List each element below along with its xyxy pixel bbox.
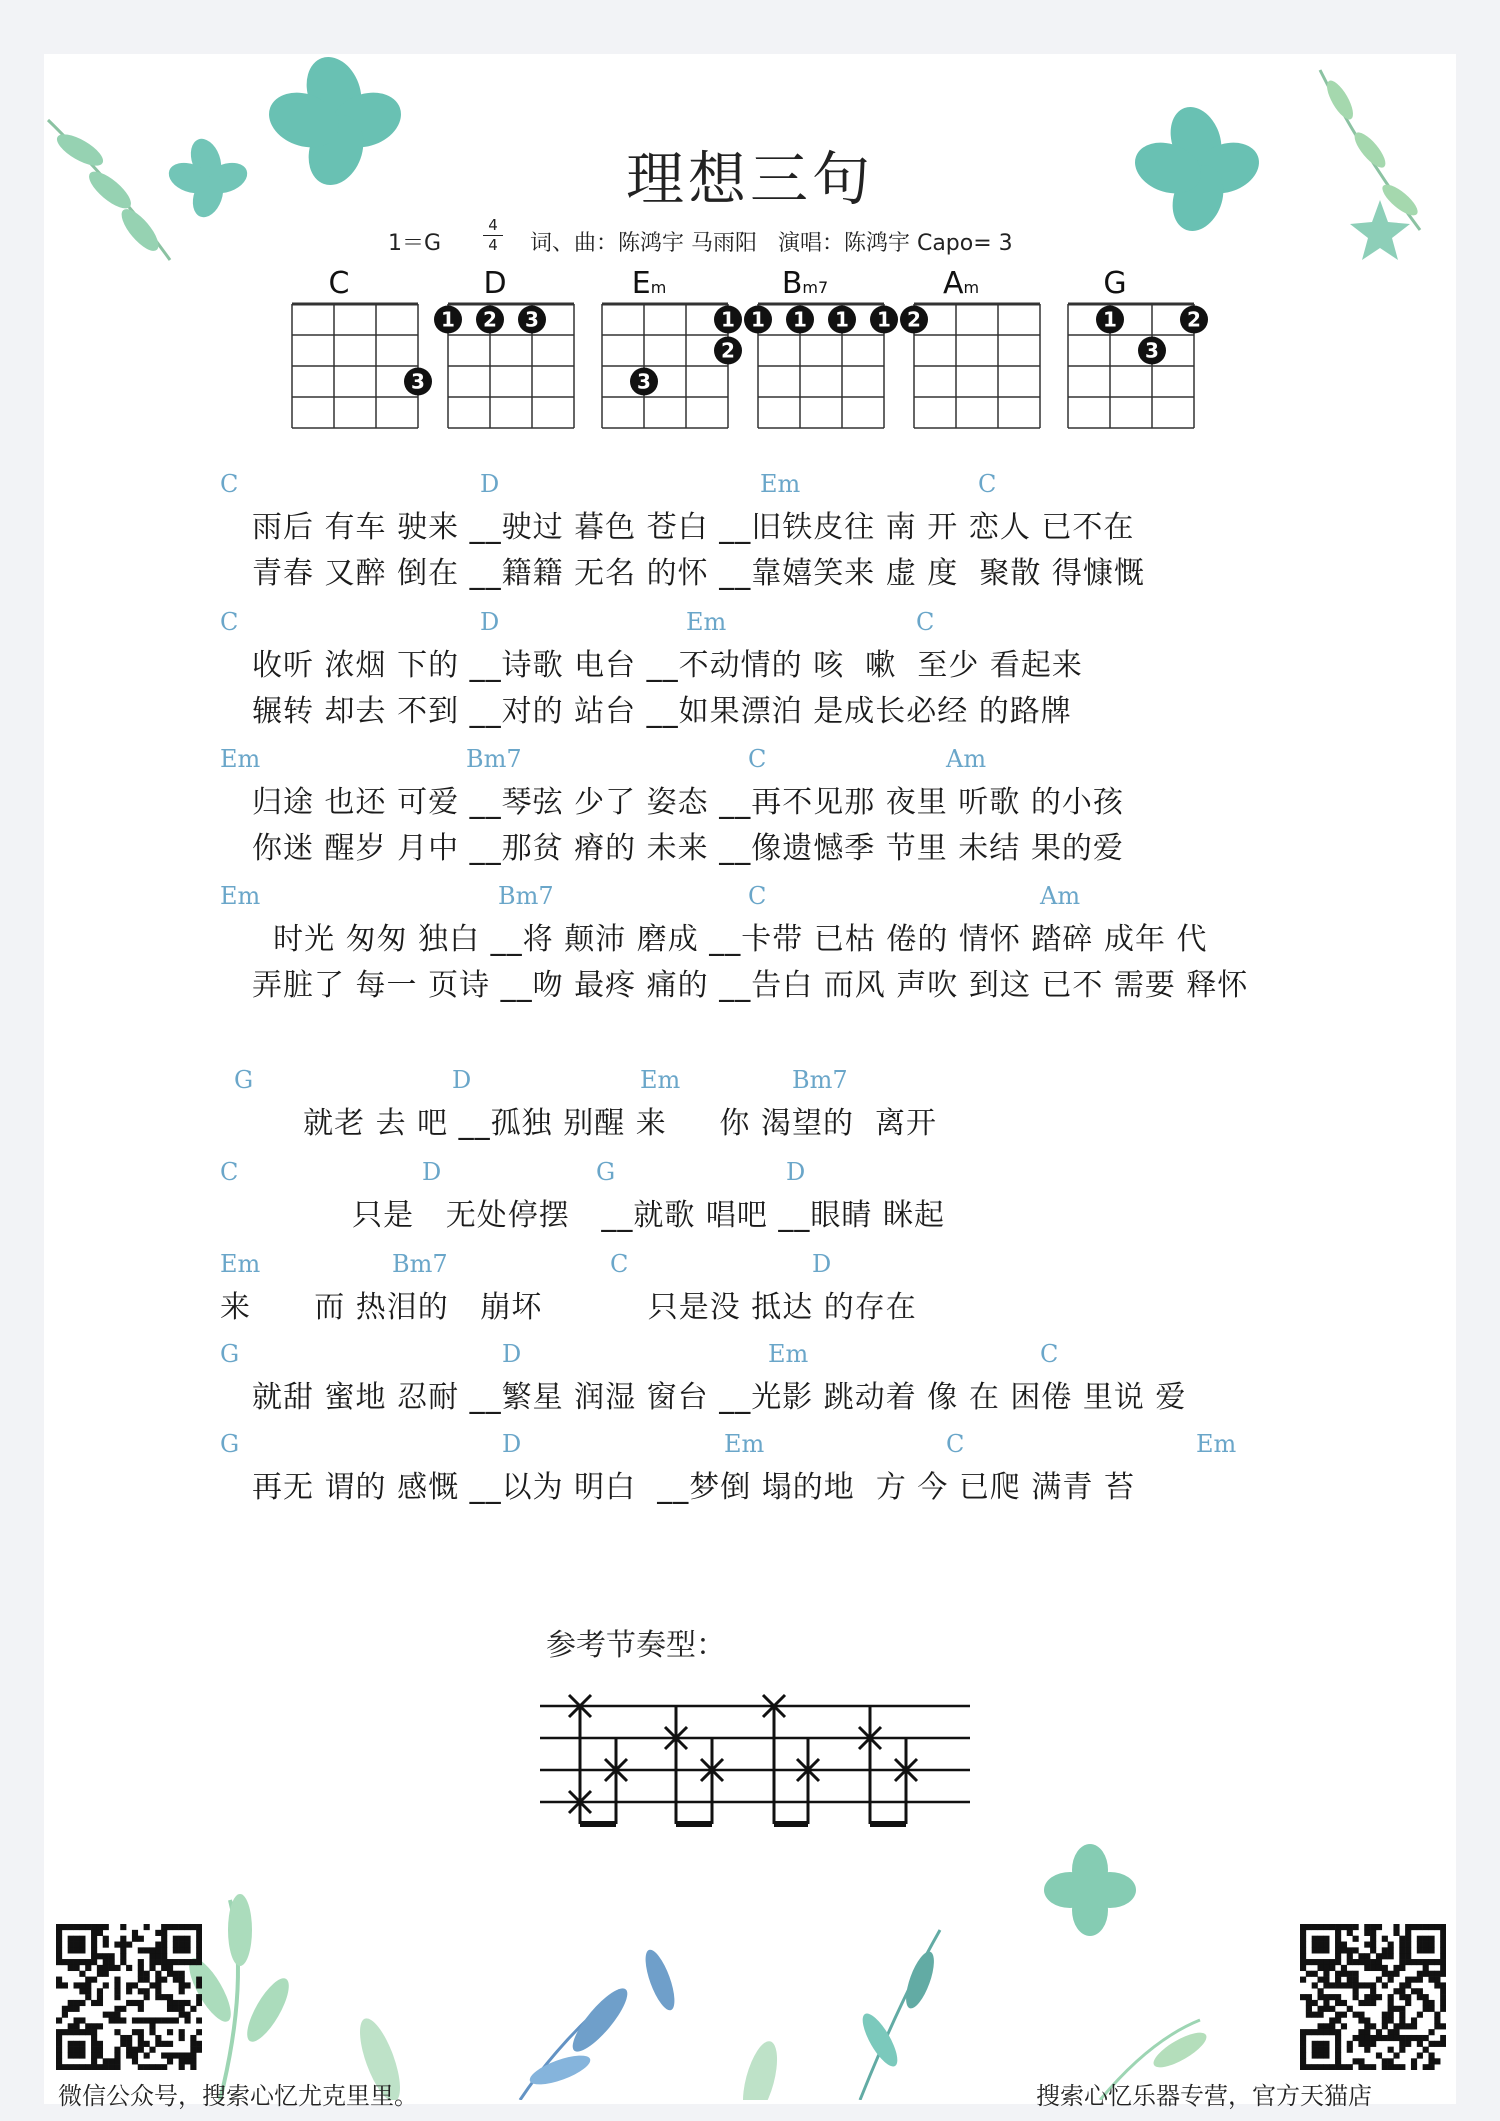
chord-label: C <box>220 1158 239 1186</box>
song-title: 理想三句 <box>625 145 874 213</box>
chord-label: D <box>480 470 500 498</box>
lyric-line: 青春 又醉 倒在 __籍籍 无名 的怀 __靠嬉笑来 虚 度 聚散 得慷慨 <box>252 556 1145 591</box>
footer-right-text: 搜索心忆乐器专营，官方天猫店 <box>1036 2082 1372 2110</box>
lyric-line: 就甜 蜜地 忍耐 __繁星 润湿 窗台 __光影 跳动着 像 在 困倦 里说 爱 <box>252 1380 1187 1415</box>
chord-label: D <box>786 1158 806 1186</box>
chord-grid <box>1068 304 1194 428</box>
time-signature-top: 4 <box>488 216 498 234</box>
lyric-line: 只是 无处停摆 __就歌 唱吧 __眼睛 眯起 <box>310 1198 945 1233</box>
chord-label: Em <box>1196 1430 1237 1458</box>
lyric-line: 雨后 有车 驶来 __驶过 暮色 苍白 __旧铁皮往 南 开 恋人 已不在 <box>252 510 1135 545</box>
chord-diagrams <box>0 290 1500 450</box>
time-signature <box>483 216 503 255</box>
bottom-foliage-decoration <box>0 1780 1500 2100</box>
finger-number: 2 <box>483 307 497 332</box>
chord-label: Am <box>946 745 987 773</box>
finger-number: 1 <box>751 307 765 332</box>
chord-label: C <box>978 470 997 498</box>
chord-label: D <box>452 1066 472 1094</box>
chord-label: Em <box>760 470 801 498</box>
key-signature: 1＝G <box>388 231 442 256</box>
lyric-line: 收听 浓烟 下的 __诗歌 电台 __不动情的 咳 嗽 至少 看起来 <box>252 648 1083 683</box>
finger-number: 3 <box>411 369 425 394</box>
chord-label: C <box>220 608 239 636</box>
finger-number: 1 <box>793 307 807 332</box>
finger-number: 2 <box>721 338 735 363</box>
rhythm-label: 参考节奏型： <box>546 1628 726 1663</box>
chord-label: D <box>502 1430 522 1458</box>
qr-code-right <box>1300 1924 1446 2070</box>
lyric-line: 时光 匆匆 独白 __将 颠沛 磨成 __卡带 已枯 倦的 情怀 踏碎 成年 代 <box>252 922 1208 957</box>
chord-root: A <box>942 266 964 301</box>
chord-label: Em <box>724 1430 765 1458</box>
chord-label: C <box>1040 1340 1059 1368</box>
chord-root: E <box>631 266 651 301</box>
lyric-line: 归途 也还 可爱 __琴弦 少了 姿态 __再不见那 夜里 听歌 的小孩 <box>252 785 1124 820</box>
chord-label: C <box>748 882 767 910</box>
chord-root: C <box>328 266 350 301</box>
finger-number: 1 <box>835 307 849 332</box>
finger-number: 2 <box>907 307 921 332</box>
lyric-line: 辗转 却去 不到 __对的 站台 __如果漂泊 是成长必经 的路牌 <box>252 694 1072 729</box>
finger-number: 3 <box>525 307 539 332</box>
chord-quality: m7 <box>802 278 829 297</box>
chord-label: C <box>946 1430 965 1458</box>
finger-number: 2 <box>1187 307 1201 332</box>
chord-label: C <box>220 470 239 498</box>
chord-label: Em <box>686 608 727 636</box>
finger-number: 1 <box>441 307 455 332</box>
chord-root: B <box>781 266 803 301</box>
time-signature-bottom: 4 <box>483 235 503 255</box>
chord-label: D <box>502 1340 522 1368</box>
chord-label: Bm7 <box>392 1250 448 1278</box>
lyric-line: 就老 去 吧 __孤独 别醒 来 你 渴望的 离开 <box>282 1106 938 1141</box>
chord-label: Em <box>220 745 261 773</box>
chord-label: Em <box>768 1340 809 1368</box>
chord-label: D <box>422 1158 442 1186</box>
chord-label: C <box>610 1250 629 1278</box>
footer-left-text: 微信公众号，搜索心忆尤克里里。 <box>58 2082 418 2110</box>
lyric-line: 你迷 醒岁 月中 __那贫 瘠的 未来 __像遗憾季 节里 未结 果的爱 <box>252 831 1124 866</box>
chord-quality: m <box>963 278 980 297</box>
chord-label: D <box>812 1250 832 1278</box>
chord-label: Am <box>1040 882 1081 910</box>
chord-grid <box>602 304 728 428</box>
chord-grid <box>448 304 574 428</box>
chord-grid <box>758 304 884 428</box>
chord-label: C <box>916 608 935 636</box>
finger-number: 3 <box>1145 338 1159 363</box>
chord-label: Bm7 <box>498 882 554 910</box>
song-credits: 词、曲：陈鸿宇 马雨阳 演唱：陈鸿宇 Capo= 3 <box>530 231 1013 256</box>
chord-label: Bm7 <box>792 1066 848 1094</box>
chord-label: Em <box>220 882 261 910</box>
finger-number: 1 <box>1103 307 1117 332</box>
chord-label: D <box>480 608 500 636</box>
chord-grid <box>914 304 1040 428</box>
chord-label: G <box>596 1158 616 1186</box>
chord-root: G <box>1103 266 1127 301</box>
finger-number: 1 <box>721 307 735 332</box>
chord-label: G <box>234 1066 254 1094</box>
chord-grid <box>292 304 418 428</box>
chord-quality: m <box>650 278 667 297</box>
chord-label: G <box>220 1430 240 1458</box>
chord-label: Bm7 <box>466 745 522 773</box>
chord-label: C <box>748 745 767 773</box>
chord-label: G <box>220 1340 240 1368</box>
lyric-line: 再无 谓的 感慨 __以为 明白 __梦倒 塌的地 方 今 已爬 满青 苔 <box>252 1470 1135 1505</box>
finger-number: 1 <box>877 307 891 332</box>
finger-number: 3 <box>637 369 651 394</box>
lyric-line: 来 而 热泪的 崩坏 只是没 抵达 的存在 <box>220 1290 917 1325</box>
chord-root: D <box>483 266 507 301</box>
chord-label: Em <box>220 1250 261 1278</box>
lyric-line: 弄脏了 每一 页诗 __吻 最疼 痛的 __告白 而风 声吹 到这 已不 需要 释怀 <box>252 968 1249 1003</box>
qr-code-left <box>56 1924 202 2070</box>
chord-label: Em <box>640 1066 681 1094</box>
